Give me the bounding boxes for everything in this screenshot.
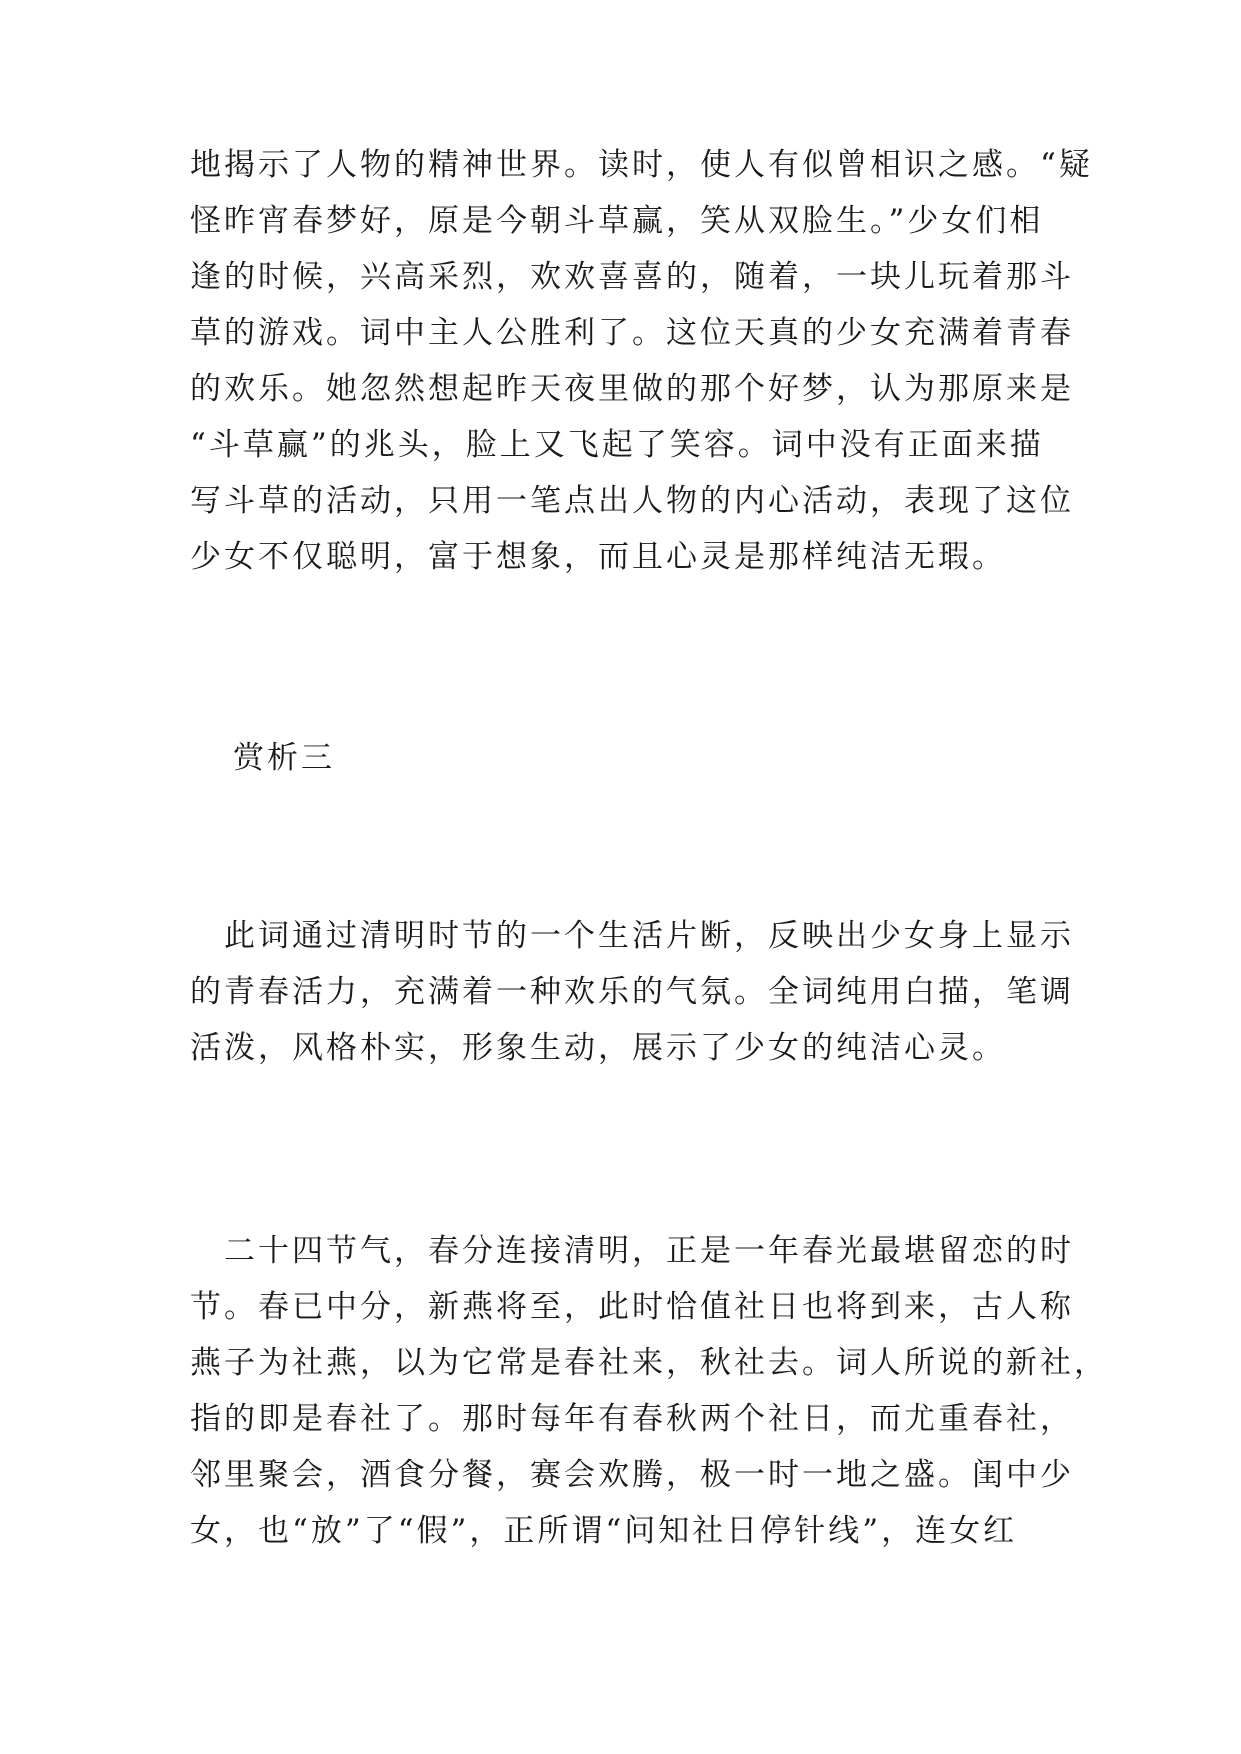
- paragraph-line: 指的即是春社了。那时每年有春秋两个社日，而尤重春社，: [190, 1401, 1074, 1437]
- paragraph-line: 逢的时候，兴高采烈，欢欢喜喜的，随着，一块儿玩着那斗: [190, 259, 1074, 295]
- paragraph-line: 节。春已中分，新燕将至，此时恰值社日也将到来，古人称: [190, 1289, 1074, 1325]
- paragraph-line: 活泼，风格朴实，形象生动，展示了少女的纯洁心灵。: [190, 1030, 1006, 1066]
- paragraph-line: 怪昨宵春梦好，原是今朝斗草赢，笑从双脸生。”少女们相: [190, 203, 1044, 239]
- paragraph-line: “斗草赢”的兆头，脸上又飞起了笑容。词中没有正面来描: [190, 427, 1044, 463]
- paragraph-line: 此词通过清明时节的一个生活片断，反映出少女身上显示: [190, 918, 1074, 954]
- paragraph-line: 的青春活力，充满着一种欢乐的气氛。全词纯用白描，笔调: [190, 974, 1074, 1010]
- paragraph-line: 二十四节气，春分连接清明，正是一年春光最堪留恋的时: [190, 1233, 1074, 1269]
- paragraph-line: 地揭示了人物的精神世界。读时，使人有似曾相识之感。“疑: [190, 147, 1093, 183]
- section-heading: 赏析三: [233, 740, 335, 776]
- paragraph-line: 少女不仅聪明，富于想象，而且心灵是那样纯洁无瑕。: [190, 539, 1006, 575]
- paragraph-line: 写斗草的活动，只用一笔点出人物的内心活动，表现了这位: [190, 483, 1074, 519]
- paragraph-line: 的欢乐。她忽然想起昨天夜里做的那个好梦，认为那原来是: [190, 371, 1074, 407]
- paragraph-line: 女，也“放”了“假”，正所谓“问知社日停针线”，连女红: [190, 1513, 1018, 1549]
- paragraph-line: 燕子为社燕，以为它常是春社来，秋社去。词人所说的新社，: [190, 1345, 1108, 1381]
- paragraph-line: 邻里聚会，酒食分餐，赛会欢腾，极一时一地之盛。闺中少: [190, 1457, 1074, 1493]
- paragraph-line: 草的游戏。词中主人公胜利了。这位天真的少女充满着青春: [190, 315, 1074, 351]
